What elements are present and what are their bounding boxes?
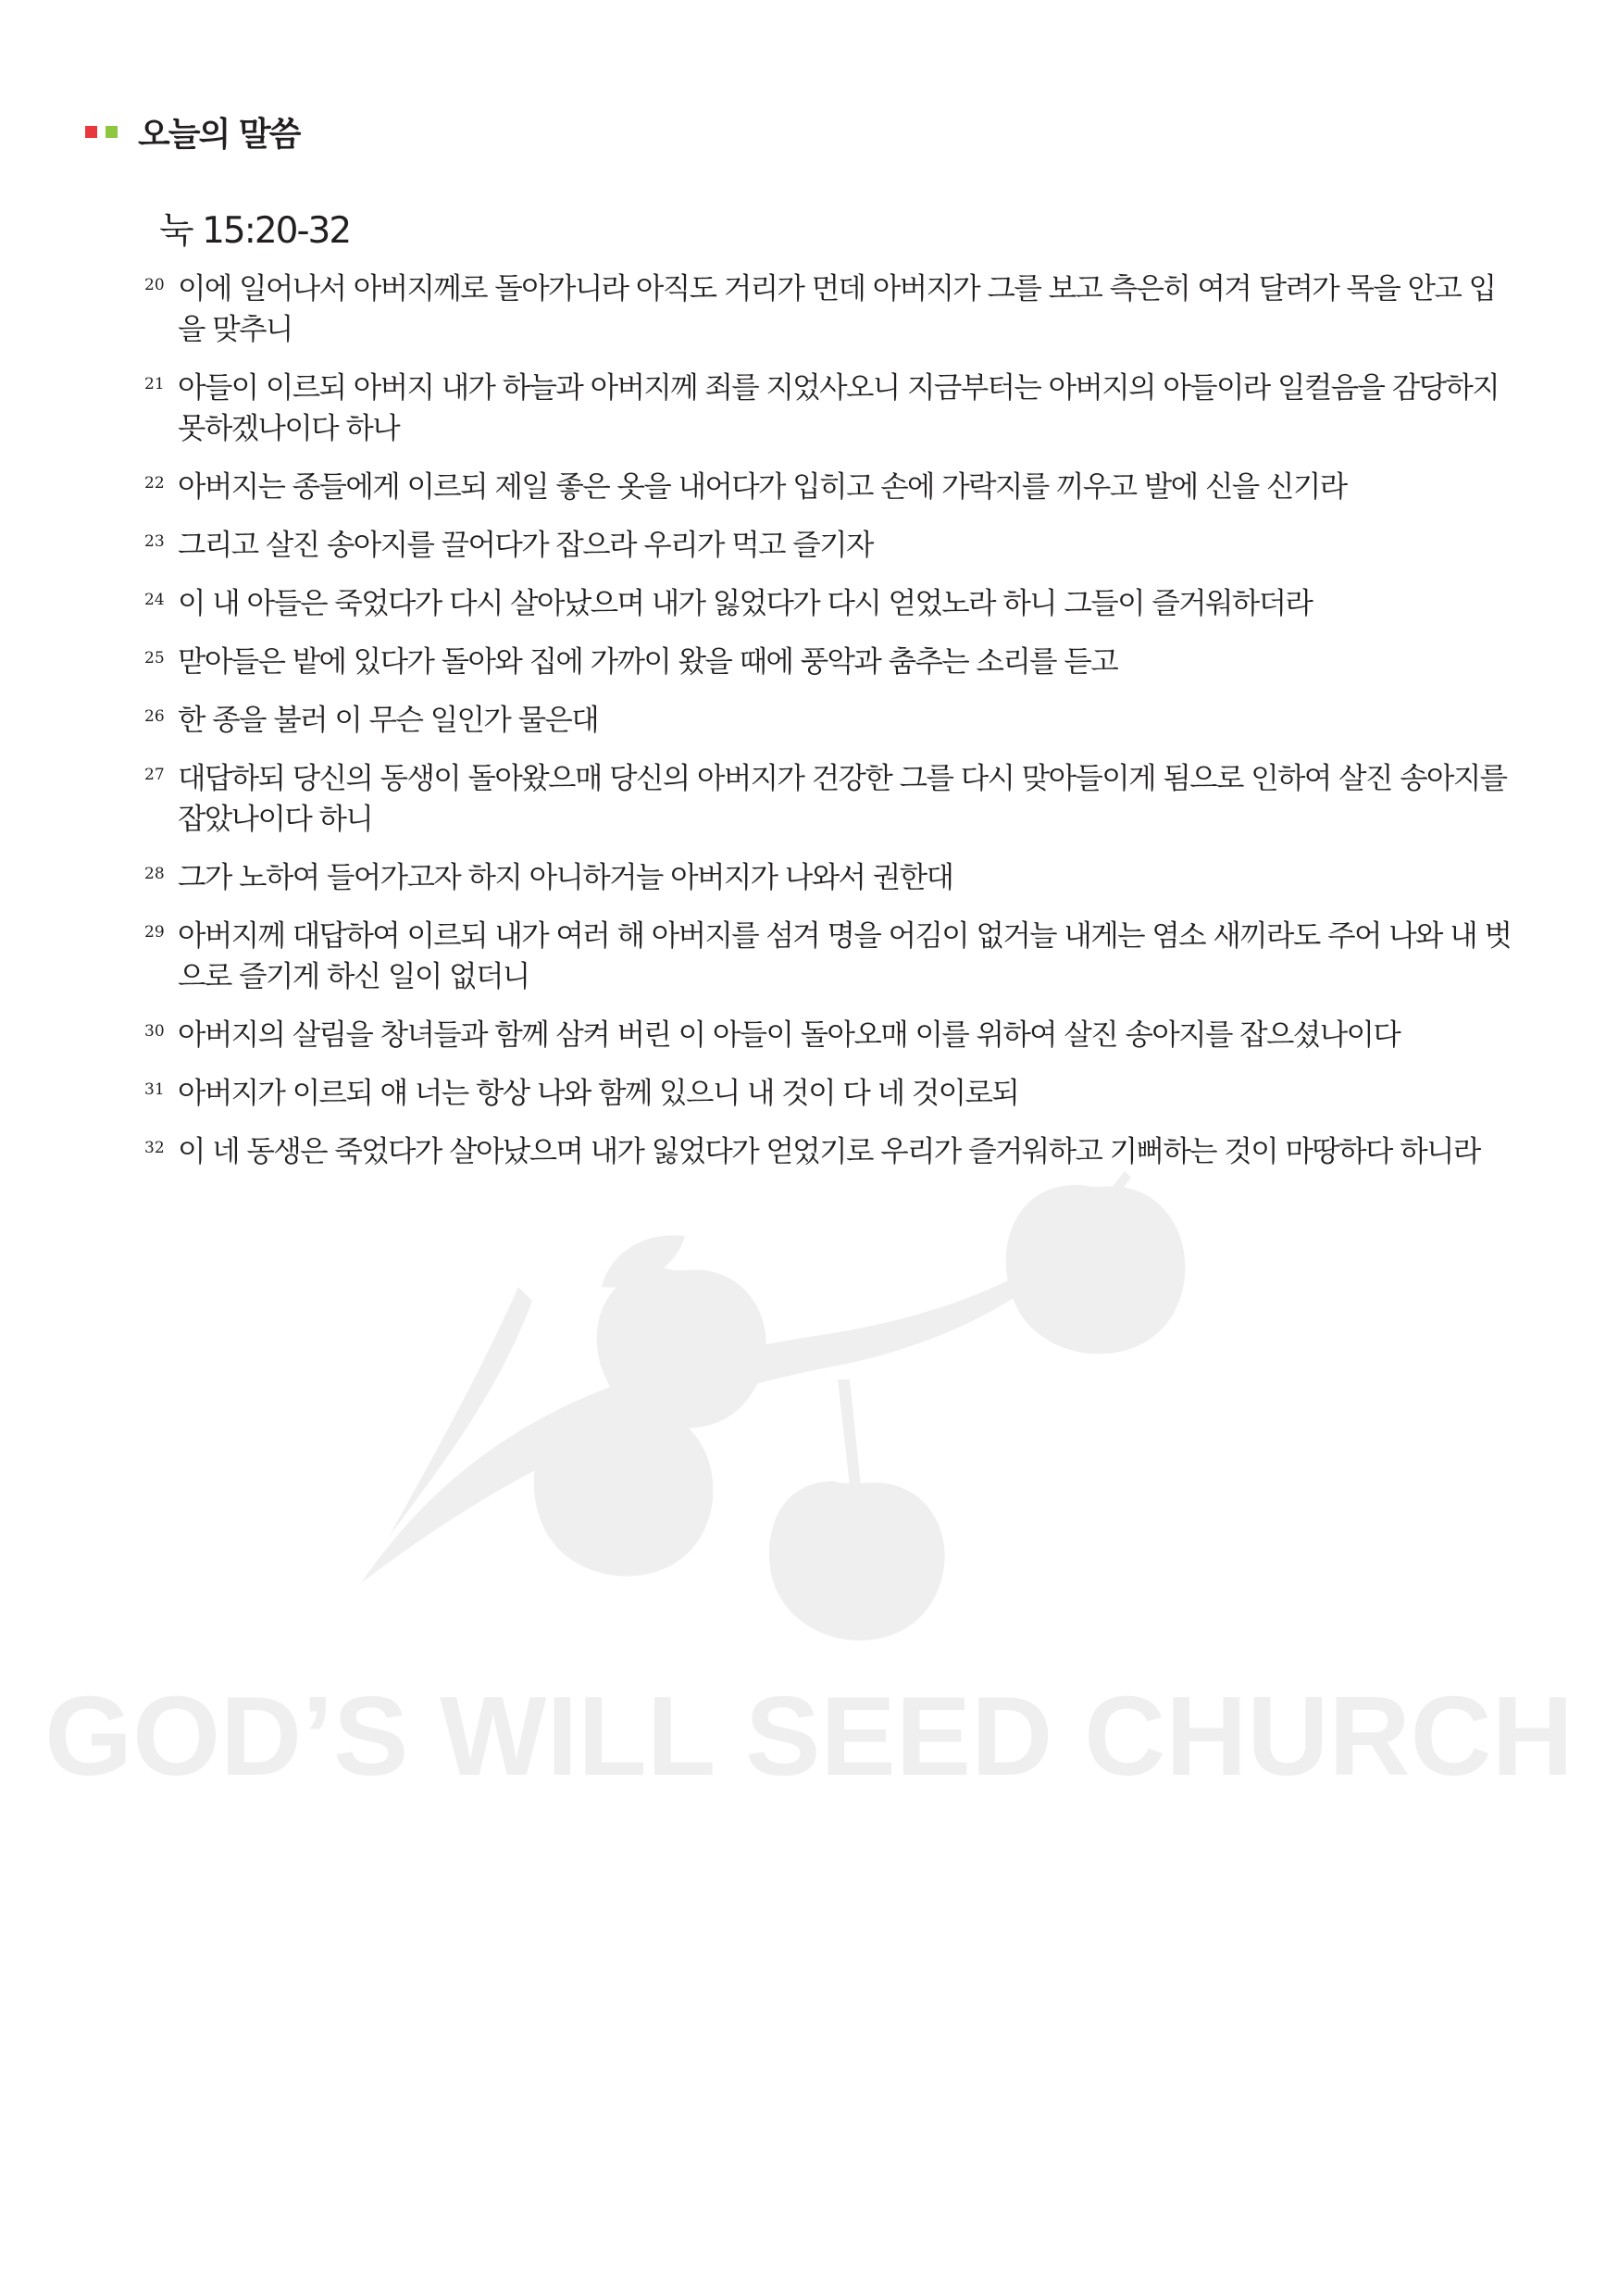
verse-number: 24 bbox=[144, 591, 165, 609]
verse-list bbox=[144, 268, 1514, 1190]
verse-number: 25 bbox=[144, 649, 165, 668]
verse-text: 아버지께 대답하여 이르되 내가 여러 해 아버지를 섬겨 명을 어김이 없거늘 내게는 염소 새끼라도 주어 나와 내 벗으로 즐기게 하신 일이 없더니 bbox=[178, 919, 1512, 993]
verse-item bbox=[144, 368, 1514, 449]
verse-number: 29 bbox=[144, 923, 165, 942]
verse-item bbox=[144, 700, 1514, 741]
verse-item bbox=[144, 857, 1514, 898]
scripture-reference: 눅 15:20-32 bbox=[159, 210, 351, 252]
verse-number: 32 bbox=[144, 1139, 165, 1157]
verse-number: 27 bbox=[144, 766, 165, 784]
verse-item bbox=[144, 758, 1514, 840]
verse-text: 아버지가 이르되 얘 너는 항상 나와 함께 있으니 내 것이 다 네 것이로되 bbox=[178, 1077, 1019, 1110]
section-title: 오늘의 말씀 bbox=[138, 115, 300, 154]
apple-branch-logo bbox=[361, 1171, 1185, 1641]
verse-number: 30 bbox=[144, 1022, 165, 1041]
verse-number: 20 bbox=[144, 276, 165, 294]
verse-text: 대답하되 당신의 동생이 돌아왔으매 당신의 아버지가 건강한 그를 다시 맞아들이게 됨으로 인하여 살진 송아지를 잡았나이다 하니 bbox=[178, 762, 1507, 836]
verse-text: 이 내 아들은 죽었다가 다시 살아났으며 내가 잃었다가 다시 얻었노라 하니 그들이 즐거워하더라 bbox=[178, 587, 1313, 620]
verse-item bbox=[144, 1073, 1514, 1114]
verse-number: 31 bbox=[144, 1080, 165, 1099]
verse-number: 22 bbox=[144, 474, 165, 493]
verse-text: 아들이 이르되 아버지 내가 하늘과 아버지께 죄를 지었사오니 지금부터는 아버지의 아들이라 일컬음을 감당하지 못하겠나이다 하나 bbox=[178, 371, 1500, 445]
verse-item bbox=[144, 916, 1514, 997]
verse-text: 그리고 살진 송아지를 끌어다가 잡으라 우리가 먹고 즐기자 bbox=[178, 529, 873, 562]
verse-item bbox=[144, 525, 1514, 566]
verse-text: 그가 노하여 들어가고자 하지 아니하거늘 아버지가 나와서 권한대 bbox=[178, 861, 953, 894]
verse-number: 21 bbox=[144, 375, 165, 393]
verse-text: 이 네 동생은 죽었다가 살아났으며 내가 잃었다가 얻었기로 우리가 즐거워하고 기뻐하는 것이 마땅하다 하니라 bbox=[178, 1135, 1480, 1168]
verse-item bbox=[144, 268, 1514, 350]
verse-number: 28 bbox=[144, 865, 165, 883]
verse-text: 이에 일어나서 아버지께로 돌아가니라 아직도 거리가 먼데 아버지가 그를 보고 측은히 여겨 달려가 목을 안고 입을 맞추니 bbox=[178, 272, 1496, 346]
verse-item bbox=[144, 467, 1514, 507]
verse-text: 맏아들은 밭에 있다가 돌아와 집에 가까이 왔을 때에 풍악과 춤추는 소리를 듣고 bbox=[178, 645, 1118, 679]
watermark-text: GOD’S WILL SEED CHURCH bbox=[44, 1673, 1574, 1799]
verse-item bbox=[144, 1015, 1514, 1055]
verse-text: 아버지는 종들에게 이르되 제일 좋은 옷을 내어다가 입히고 손에 가락지를 끼우고 발에 신을 신기라 bbox=[178, 470, 1347, 504]
verse-text: 아버지의 살림을 창녀들과 함께 삼켜 버린 이 아들이 돌아오매 이를 위하여 살진 송아지를 잡으셨나이다 bbox=[178, 1018, 1400, 1052]
verse-number: 23 bbox=[144, 532, 165, 551]
verse-item bbox=[144, 583, 1514, 624]
verse-item bbox=[144, 1131, 1514, 1172]
verse-number: 26 bbox=[144, 707, 165, 726]
verse-text: 한 종을 불러 이 무슨 일인가 물은대 bbox=[178, 704, 599, 737]
verse-item bbox=[144, 642, 1514, 682]
